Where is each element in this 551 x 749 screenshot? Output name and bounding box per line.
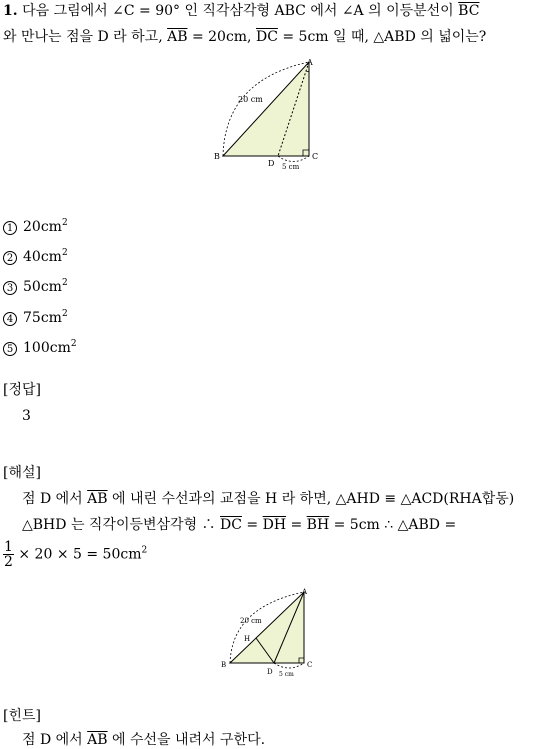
label-c: C <box>312 152 319 161</box>
choice-exponent: 2 <box>61 278 68 288</box>
choice-marker: 4 <box>3 312 17 326</box>
exponent: 2 <box>141 545 148 556</box>
equals: = <box>286 517 307 533</box>
explanation-line-1 <box>22 490 514 508</box>
fraction-half <box>3 540 14 569</box>
choice-value: 75cm <box>23 310 62 326</box>
choice-2[interactable] <box>3 248 68 266</box>
question-line-2 <box>3 28 486 46</box>
choice-marker: 3 <box>3 281 17 295</box>
hint-text-b: 에 수선을 내려서 구한다. <box>107 732 266 748</box>
explanation-text-1a: 점 D 에서 <box>22 491 88 507</box>
answer-value: 3 <box>22 408 31 424</box>
label-ab-length: 20 cm <box>238 95 263 104</box>
choice-marker: 2 <box>3 251 17 265</box>
question-text-2a: 와 만나는 점을 D 라 하고, <box>3 29 168 45</box>
triangle-fill <box>223 62 309 156</box>
label-dc-length: 5 cm <box>279 671 294 678</box>
segment-bc: $\overline{BC}$ <box>458 3 480 19</box>
choice-exponent: 2 <box>61 218 68 228</box>
question-text-2b: = 20cm, <box>187 29 256 45</box>
choice-marker: 5 <box>3 342 17 356</box>
segment-dc: $\overline{DC}$ <box>220 517 242 533</box>
segment-bh: $\overline{BH}$ <box>306 517 330 533</box>
label-a: A <box>307 58 313 67</box>
label-ab-length: 20 cm <box>240 617 262 625</box>
triangle-figure <box>205 55 335 175</box>
segment-ab: $\overline{AB}$ <box>87 732 108 748</box>
explanation-text-3: × 20 × 5 = 50cm <box>13 546 142 563</box>
segment-ab: $\overline{AB}$ <box>87 491 108 507</box>
choice-value: 50cm <box>23 279 62 295</box>
question-text-2c: = 5cm 일 때, △ABD 의 넓이는? <box>277 29 487 45</box>
fraction-numerator: 1 <box>4 539 13 555</box>
choice-5[interactable] <box>3 339 77 357</box>
question-number: 1. <box>3 3 18 19</box>
segment-dc: $\overline{DC}$ <box>255 29 278 45</box>
choice-exponent: 2 <box>70 339 77 349</box>
label-b: B <box>221 661 227 669</box>
choice-4[interactable] <box>3 309 68 327</box>
label-h: H <box>244 635 251 643</box>
arc-dc <box>278 156 309 162</box>
equals: = <box>241 517 263 533</box>
choice-value: 20cm <box>23 219 62 235</box>
choice-3[interactable] <box>3 278 68 296</box>
choice-value: 40cm <box>23 249 62 265</box>
choice-1[interactable] <box>3 218 68 236</box>
explanation-text-2b: = 5cm ∴ △ABD = <box>329 517 457 533</box>
segment-dh: $\overline{DH}$ <box>262 517 287 533</box>
label-dc-length: 5 cm <box>282 163 300 171</box>
label-c: C <box>307 661 313 669</box>
explanation-line-3 <box>3 540 147 569</box>
question-line-1 <box>3 2 479 20</box>
question-text: 다음 그림에서 ∠C = 90° 인 직각삼각형 ABC 에서 ∠A 의 이등분선이 <box>22 3 459 19</box>
explanation-text-1b: 에 내린 수선과의 교점을 H 라 하면, △AHD ≡ △ACD(RHA합동) <box>107 491 515 507</box>
triangle-figure-with-h <box>212 585 327 680</box>
hint-label: [힌트] <box>3 708 41 724</box>
hint-text <box>22 731 265 749</box>
explanation-text-2a: △BHD 는 직각이등변삼각형 ∴ <box>22 517 221 533</box>
fraction-denominator: 2 <box>4 554 13 570</box>
choice-exponent: 2 <box>61 248 68 258</box>
arc-dc <box>274 663 304 668</box>
label-a: A <box>302 588 308 596</box>
segment-ab: $\overline{AB}$ <box>167 29 188 45</box>
explanation-label: [해설] <box>3 465 41 481</box>
choice-exponent: 2 <box>61 309 68 319</box>
label-d: D <box>268 159 275 168</box>
hint-text-a: 점 D 에서 <box>22 732 88 748</box>
choice-marker: 1 <box>3 221 17 235</box>
label-d: D <box>267 668 273 676</box>
label-b: B <box>214 152 220 161</box>
choice-value: 100cm <box>23 340 71 356</box>
answer-label: [정답] <box>3 382 41 398</box>
explanation-line-2 <box>22 516 456 534</box>
